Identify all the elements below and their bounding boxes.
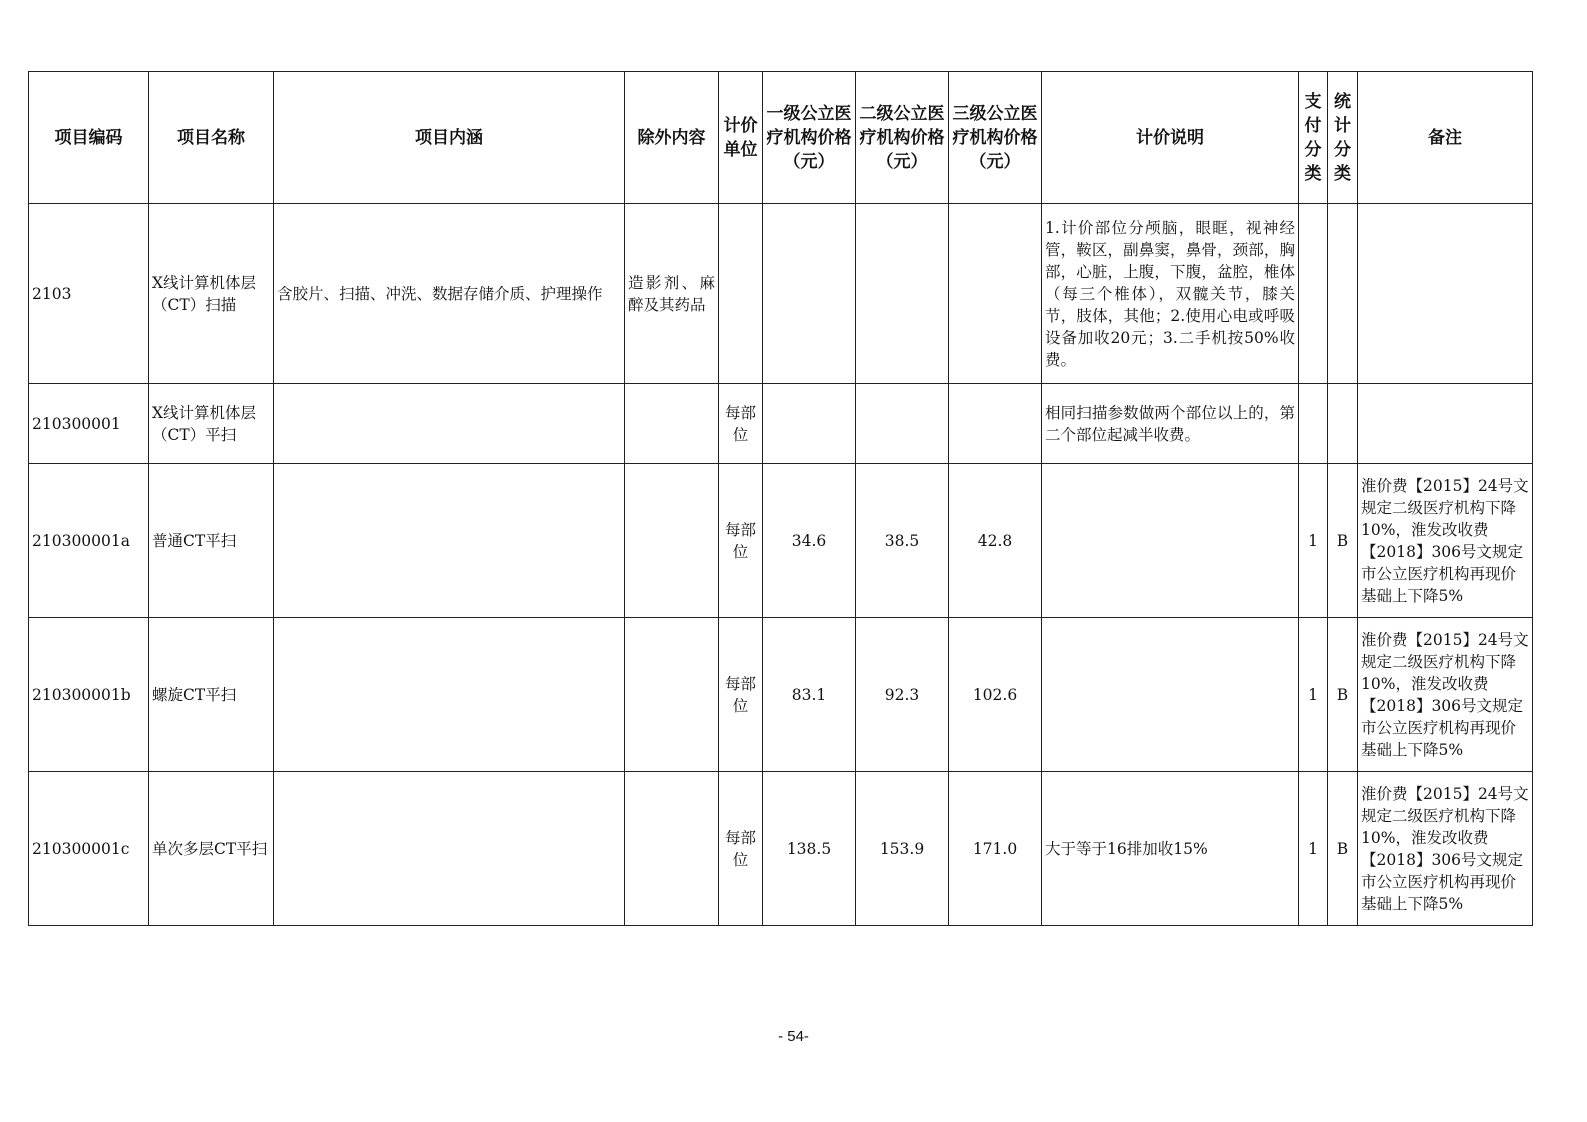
cell-remark: 淮价费【2015】24号文规定二级医疗机构下降10%，淮发改收费【2018】306号文规定市公立医疗机构再现价基础上下降5% (1358, 618, 1533, 772)
cell-note: 相同扫描参数做两个部位以上的，第二个部位起减半收费。 (1042, 384, 1299, 464)
cell-unit: 每部位 (719, 464, 763, 618)
cell-content (274, 384, 625, 464)
table-row (29, 204, 1533, 384)
cell-price2 (856, 384, 949, 464)
cell-name: X线计算机体层（CT）平扫 (149, 384, 274, 464)
header-code: 项目编码 (29, 72, 149, 204)
cell-name: X线计算机体层（CT）扫描 (149, 204, 274, 384)
cell-excluded: 造影剂、麻醉及其药品 (625, 204, 719, 384)
header-price1: 一级公立医疗机构价格（元） (763, 72, 856, 204)
cell-unit: 每部位 (719, 772, 763, 926)
header-content: 项目内涵 (274, 72, 625, 204)
header-name: 项目名称 (149, 72, 274, 204)
table-row (29, 618, 1533, 772)
cell-code: 210300001b (29, 618, 149, 772)
cell-content (274, 772, 625, 926)
cell-price1 (763, 204, 856, 384)
cell-name: 单次多层CT平扫 (149, 772, 274, 926)
cell-price3: 171.0 (949, 772, 1042, 926)
cell-excluded (625, 384, 719, 464)
header-remark: 备注 (1358, 72, 1533, 204)
cell-note (1042, 618, 1299, 772)
cell-remark (1358, 384, 1533, 464)
cell-name: 螺旋CT平扫 (149, 618, 274, 772)
page-number: - 54- (778, 1028, 809, 1045)
cell-stat: B (1328, 772, 1358, 926)
cell-price3: 102.6 (949, 618, 1042, 772)
cell-content (274, 464, 625, 618)
table-row (29, 772, 1533, 926)
header-stat: 统计分类 (1328, 72, 1358, 204)
cell-pay: 1 (1299, 618, 1328, 772)
cell-unit: 每部位 (719, 618, 763, 772)
cell-content: 含胶片、扫描、冲洗、数据存储介质、护理操作 (274, 204, 625, 384)
cell-stat (1328, 204, 1358, 384)
cell-price3 (949, 384, 1042, 464)
cell-excluded (625, 464, 719, 618)
cell-price2: 153.9 (856, 772, 949, 926)
cell-price3 (949, 204, 1042, 384)
cell-code: 2103 (29, 204, 149, 384)
cell-content (274, 618, 625, 772)
cell-pay (1299, 384, 1328, 464)
table-row (29, 464, 1533, 618)
cell-remark (1358, 204, 1533, 384)
cell-stat: B (1328, 618, 1358, 772)
header-price2: 二级公立医疗机构价格（元） (856, 72, 949, 204)
cell-stat: B (1328, 464, 1358, 618)
cell-pay (1299, 204, 1328, 384)
header-pay: 支付分类 (1299, 72, 1328, 204)
cell-price2: 38.5 (856, 464, 949, 618)
header-excluded: 除外内容 (625, 72, 719, 204)
cell-unit: 每部位 (719, 384, 763, 464)
cell-price2 (856, 204, 949, 384)
price-table (28, 71, 1533, 926)
cell-price1: 34.6 (763, 464, 856, 618)
table-row (29, 384, 1533, 464)
cell-price3: 42.8 (949, 464, 1042, 618)
header-note: 计价说明 (1042, 72, 1299, 204)
header-unit: 计价单位 (719, 72, 763, 204)
cell-note (1042, 464, 1299, 618)
cell-pay: 1 (1299, 464, 1328, 618)
cell-code: 210300001 (29, 384, 149, 464)
cell-name: 普通CT平扫 (149, 464, 274, 618)
cell-excluded (625, 618, 719, 772)
cell-price1: 138.5 (763, 772, 856, 926)
cell-price1: 83.1 (763, 618, 856, 772)
cell-remark: 淮价费【2015】24号文规定二级医疗机构下降10%，淮发改收费【2018】306号文规定市公立医疗机构再现价基础上下降5% (1358, 772, 1533, 926)
cell-pay: 1 (1299, 772, 1328, 926)
header-price3: 三级公立医疗机构价格（元） (949, 72, 1042, 204)
cell-note: 大于等于16排加收15% (1042, 772, 1299, 926)
header-row (29, 72, 1533, 204)
cell-code: 210300001c (29, 772, 149, 926)
cell-excluded (625, 772, 719, 926)
cell-note: 1.计价部位分颅脑，眼眶，视神经管，鞍区，副鼻窦，鼻骨，颈部，胸部，心脏，上腹，下腹，盆腔，椎体（每三个椎体），双髋关节，膝关节，肢体，其他；2.使用心电或呼吸设备加收20元；3.二手机按50%收费。 (1042, 204, 1299, 384)
cell-stat (1328, 384, 1358, 464)
cell-code: 210300001a (29, 464, 149, 618)
cell-price2: 92.3 (856, 618, 949, 772)
cell-unit (719, 204, 763, 384)
cell-price1 (763, 384, 856, 464)
cell-remark: 淮价费【2015】24号文规定二级医疗机构下降10%，淮发改收费【2018】306号文规定市公立医疗机构再现价基础上下降5% (1358, 464, 1533, 618)
